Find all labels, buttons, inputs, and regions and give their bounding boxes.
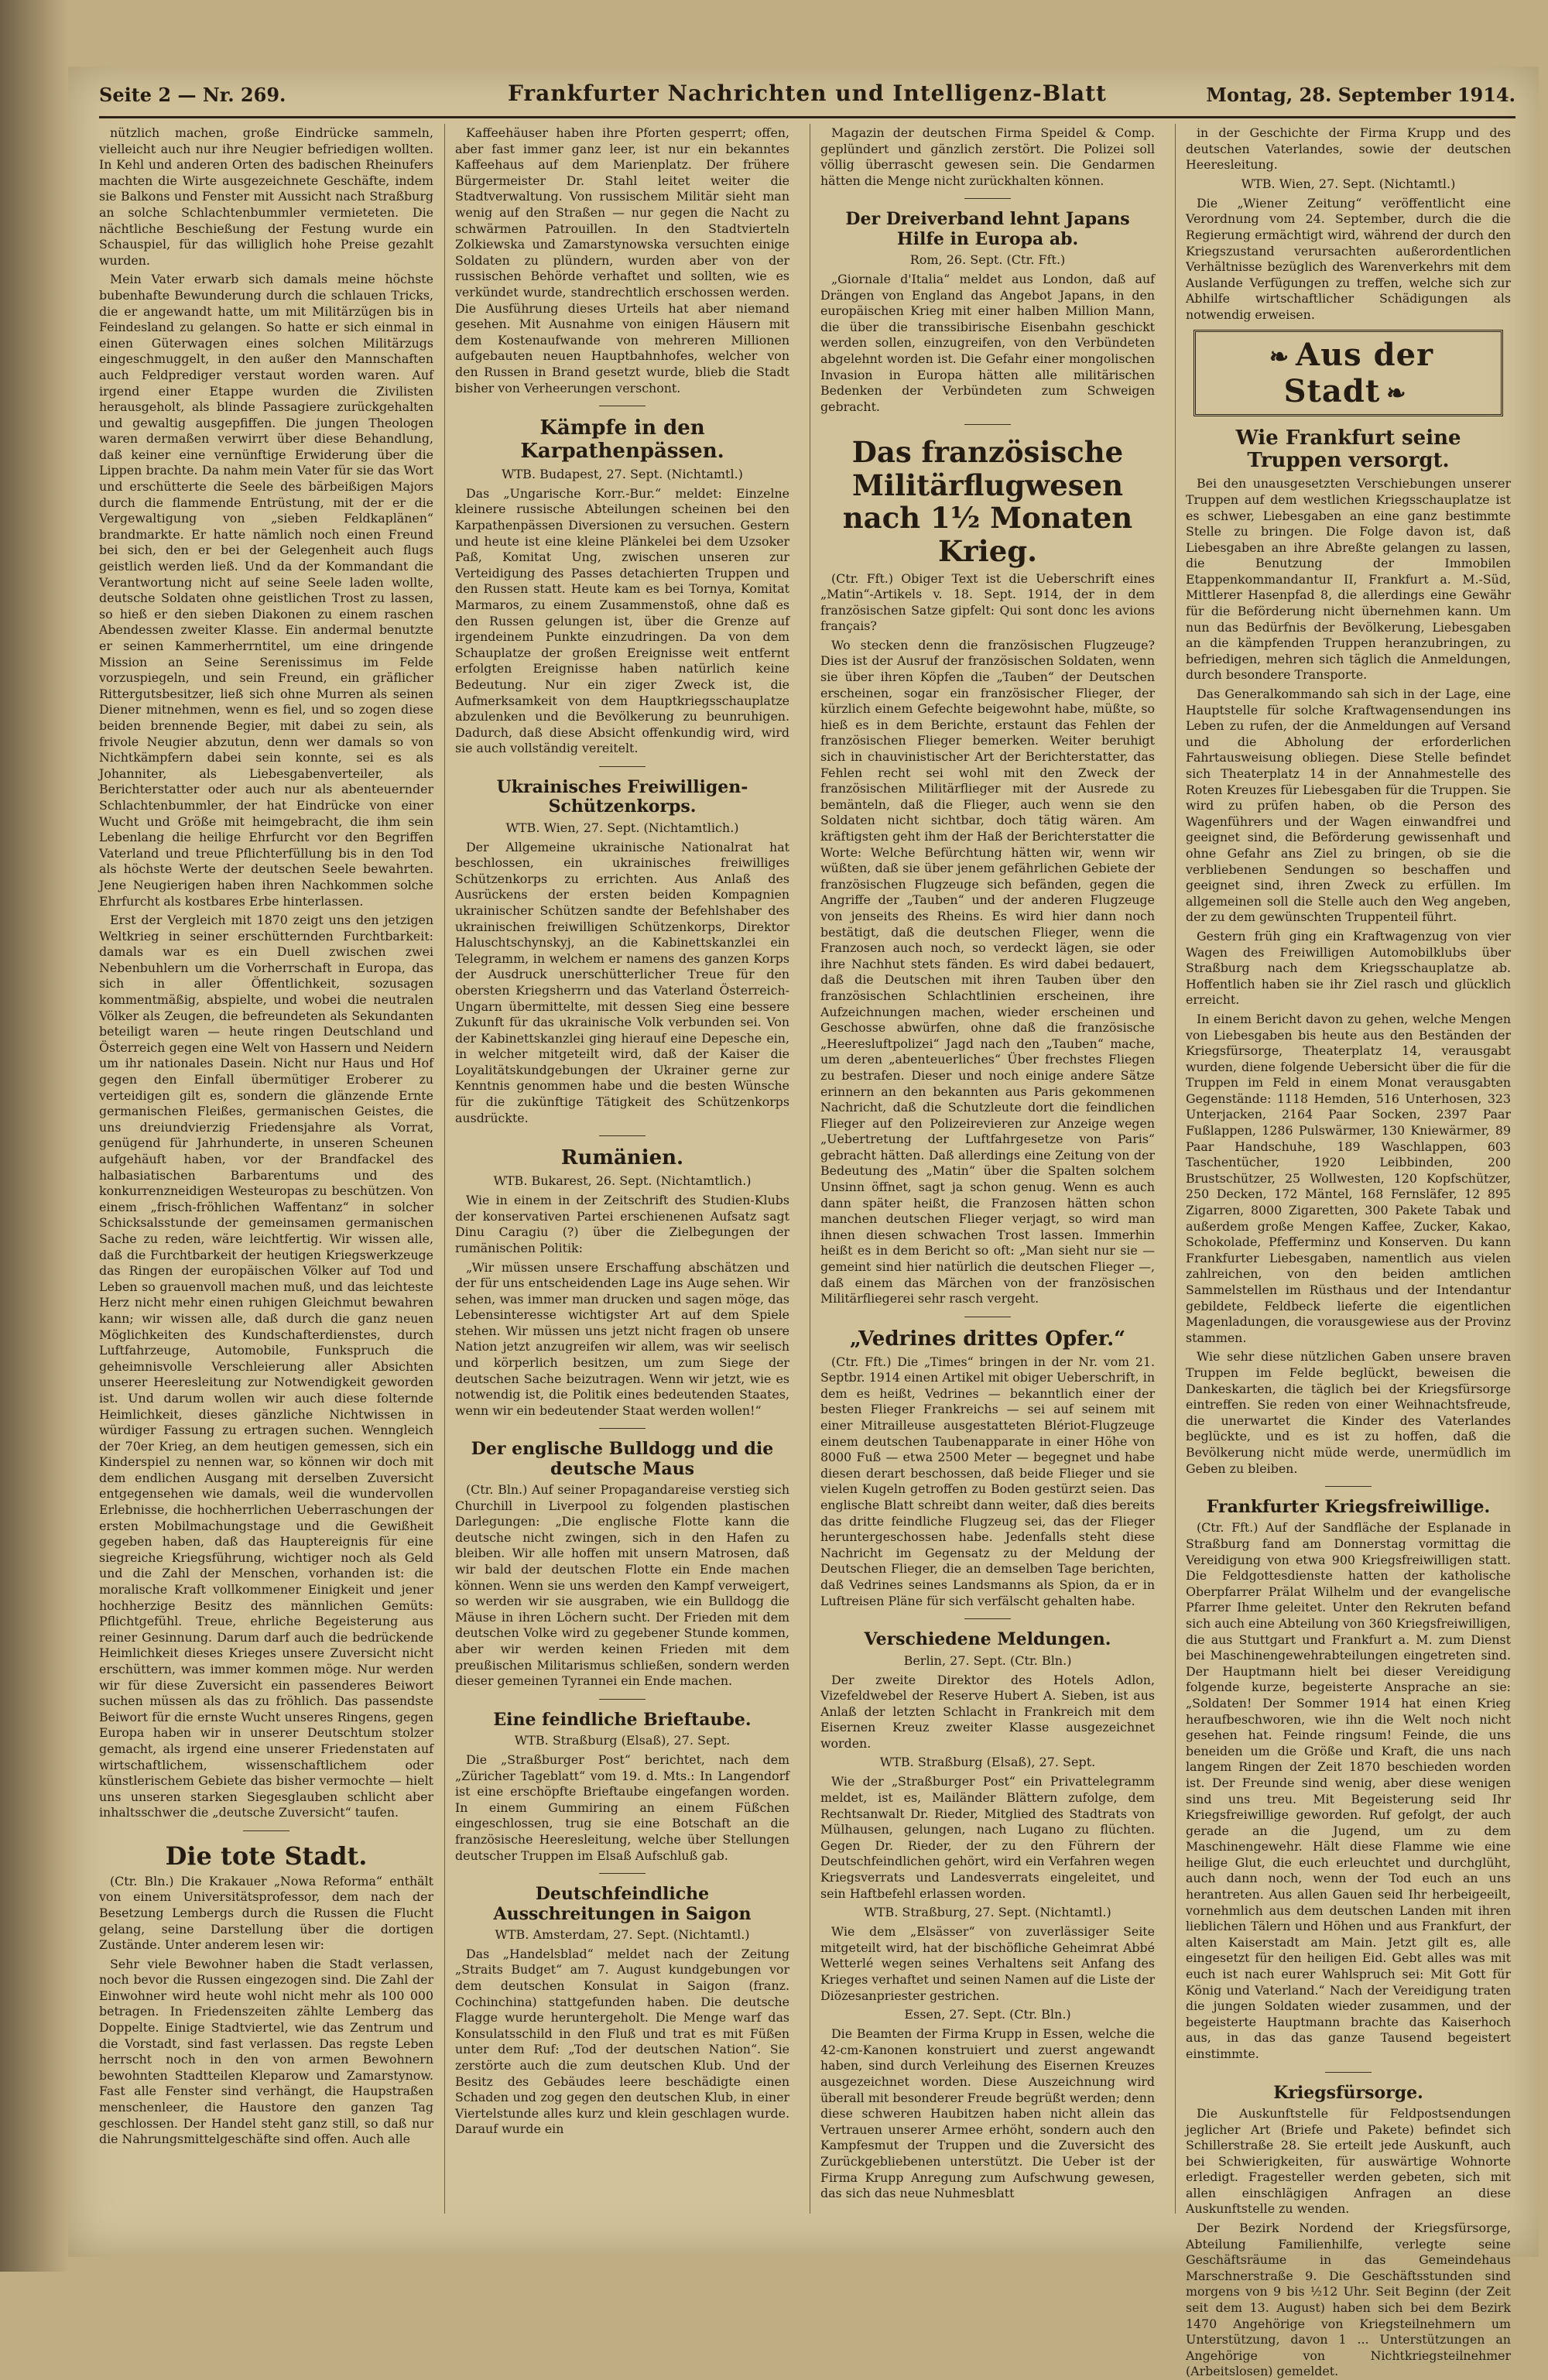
column-rule — [1175, 124, 1176, 2214]
issue-date: Montag, 28. September 1914. — [1206, 84, 1515, 106]
book-spine — [0, 0, 68, 2272]
dateline: Rom, 26. Sept. (Ctr. Fft.) — [909, 252, 1066, 267]
section-divider — [243, 1830, 289, 1831]
article-paragraph: Bei den unausgesetzten Verschiebungen unserer Truppen auf dem westlichen Kriegsschauplatze ist es schwer, Liebesgaben an eine ganz bestimmte Stelle zu bringen. Die Folge davon ist, daß Liebesgaben an ihre Abreßte gelangen zu lassen, die Benutzung der Immobilen Etappenkommandantur II, Frankfurt a. M.-Süd, Mittlerer Hasenpfad 8, die allerdings eine Gewähr für die Beförderung nicht übernehmen kann. Um nun das Bedürfnis der Bevölkerung, Liebesgaben an die kämpfenden Truppen heranzubringen, zu befriedigen, mehren sich täglich die Anmeldungen, durch besondere Transporte. — [1186, 476, 1511, 683]
article-paragraph: Gestern früh ging ein Kraftwagenzug von vier Wagen des Freiwilligen Automobilklubs über Straßburg nach dem Kriegsschauplatze ab. Hoffentlich haben sie ihr Ziel rasch und glücklich erreicht. — [1186, 928, 1511, 1008]
article-paragraph: (Ctr. Fft.) Obiger Text ist die Ueberschrift eines „Matin“-Artikels v. 18. Sept. 1914, der in dem französischen Satze gipfelt: Qui sont donc les avions français? — [820, 570, 1155, 634]
dateline: WTB. Wien, 27. Sept. (Nichtamtlich.) — [505, 820, 739, 835]
headline-kriegsfuersorge: Kriegsfürsorge. — [1273, 2082, 1423, 2103]
article-paragraph: Mein Vater erwarb sich damals meine höchste bubenhafte Bewunderung durch die schlauen Tricks, die er angewandt hatte, um mit Militärzügen bis in Feindesland zu gelangen. So hatte er sich einmal in einen Güterwagen eines solchen Militärzugs eingeschmuggelt, in den außer den Mannschaften auch Feldprediger verstaut worden waren. Auf irgend einer Etappe wurden die Zivilisten herausgeholt, als blinde Passagiere zurückgehalten und gewaltig ausgepfiffen. Die jungen Theologen waren dermaßen verwirrt über diese Behandlung, daß keiner eine vernünftige Erwiderung über die Lippen brachte. Da nahm mein Vater für sie das Wort und erschütterte die Seele des bärbeißigen Majors durch die flammende Entrüstung, mit der er die Vergewaltigung von „sieben Feldkaplänen“ brandmarkte. Er hatte nämlich noch einen Freund bei sich, den er bei der Gelegenheit auch flugs geistlich werden ließ. Und da der Kommandant die Verantwortung nicht auf seine Seele laden wollte, deutsche Soldaten ohne geistlichen Trost zu lassen, so hieß er den sieben Diakonen zu einem raschen Abendessen zweiter Klasse. Ein andermal benutzte er seinen Kammerherrntitel, um eine dringende Mission an Seine Serenissimus im Felde vorzuspiegeln, und sein Freund, ein gräflicher Rittergutsbesitzer, ließ sich ohne Murren als seinen Diener mitnehmen, wenn es fiel, und so zogen diese beiden brennende Begier, mit dabei zu sein, als frivole Neugier abzutun, denn wer damals so von Nichtkämpfern dabei sein konnte, sei es als Johanniter, als Liebesgabenverteiler, als Berichterstatter oder auch nur als abenteuernder Schlachtenbummler, der hat Eindrücke von einer Wucht und Größe mit heimgebracht, die ihm sein Lebenlang die heilige Ehrfurcht vor den Begriffen Vaterland und treue Pflichterfüllung bis in den Tod als höchste Werte der deutschen Seele bewahrten. Jene Neugierigen haben ihren Nachkommen solche Ehrfurcht als kostbares Erbe hinterlassen. — [99, 272, 433, 909]
section-divider — [599, 1873, 646, 1874]
dateline: WTB. Straßburg, 27. Sept. (Nichtamtl.) — [864, 1905, 1111, 1920]
article-paragraph: Wie dem „Elsässer“ von zuverlässiger Seite mitgeteilt wird, hat der bischöfliche Geheimrat Abbé Wetterlé wegen seines Verhaltens seit Anfang des Krieges verhaftet und seinen Namen auf die Liste der Diözesanpriester gestrichen. — [820, 1924, 1155, 2003]
headline-kriegsfreiwillige: Frankfurter Kriegsfreiwillige. — [1206, 1497, 1491, 1518]
article-paragraph: (Ctr. Bln.) Auf seiner Propagandareise verstieg sich Churchill in Liverpool zu folgenden plastischen Darlegungen: „Die englische Flotte kann die deutsche nicht zwingen, sich in den Hafen zu bleiben. Wir alle hoffen mit unsern Matrosen, daß wir bald der deutschen Flotte ein Ende machen können. Wenn sie uns werden den Kampf verweigert, so werden wir sie ausgraben, wie ein Bulldogg die Mäuse in ihren Löchern sucht. Der Frieden mit dem deutschen Volke wird zu gegebener Stunde kommen, aber wir werden keinen Frieden mit dem preußischen Militarismus schließen, sondern werden dieser gemeinen Tyrannei ein Ende machen. — [455, 1482, 789, 1689]
section-divider — [599, 766, 646, 767]
article-paragraph: Das Generalkommando sah sich in der Lage, eine Hauptstelle für solche Kraftwagensendungen ins Leben zu rufen, der die Anmeldungen auf Versand und die Abholung der erforderlichen Fahrtausweisung obliegen. Diese Stelle befindet sich Theaterplatz 14 in der Annahmestelle des Roten Kreuzes für Liebesgaben für die Truppen. Sie wird zu prüfen haben, ob die Person des Wagenführers und der Wagen einwandfrei und geeignet sind, die Beförderung gewissenhaft und ohne Gefahr ans Ziel zu bringen, ob sie die verbliebenen Sendungen so beschaffen und geeignet sind, ihren Zweck zu erfüllen. Im allgemeinen soll die Stelle auch den Weg angeben, der zu dem gewünschten Truppenteil führt. — [1186, 687, 1511, 925]
article-paragraph: in der Geschichte der Firma Krupp und des deutschen Vaterlandes, sowie der deutschen Heeresleitung. — [1186, 125, 1511, 173]
dateline: Berlin, 27. Sept. (Ctr. Bln.) — [903, 1652, 1072, 1668]
column-rule — [444, 124, 445, 2214]
section-divider — [599, 1135, 646, 1136]
column-2 — [455, 125, 789, 2215]
headline-militaerflugwesen: Das französische Militärflugwesen nach 1½ Monaten Krieg. — [842, 435, 1133, 568]
dateline: Essen, 27. Sept. (Ctr. Bln.) — [904, 2007, 1071, 2022]
article-paragraph: Die Auskunftstelle für Feldpostsendungen jeglicher Art (Briefe und Pakete) befindet sich Schillerstraße 28. Sie erteilt jede Auskunft, auch bei Schwierigkeiten, für auswärtige Wohnorte erledigt. Fragesteller werden gebeten, sich mit allen einschlägigen Anfragen an diese Auskunftstelle zu wenden. — [1186, 2105, 1511, 2217]
section-banner-label: Aus der Stadt — [1283, 336, 1434, 409]
article-paragraph: Sehr viele Bewohner haben die Stadt verlassen, noch bevor die Russen eingezogen sind. Die Zahl der Einwohner wird heute wohl nicht mehr als 100 000 betragen. In Friedenszeiten zählte Lemberg das Doppelte. Einige Stadtviertel, wie das Zentrum und die Vorstadt, sind fast verlassen. Das regste Leben herrscht noch in den von armen Bewohnern bewohnten Stadtteilen Kleparow und Zamarstynow. Fast alle Fenster sind verhängt, die Haupstraßen menschenleer, die Haustore den ganzen Tag geschlossen. Der Handel steht ganz still, so daß nur die Nahrungsmittelgeschäfte sind offen. Auch alle — [99, 1956, 433, 2147]
article-paragraph: nützlich machen, große Eindrücke sammeln, vielleicht auch nur ihre Neugier befriedigen wollten. In Kehl und anderen Orten des badischen Rheinufers machten die Wirte ausgezeichnete Geschäfte, indem sie Balkons und Fenster mit Aussicht nach Straßburg an solche Schlachtenbummler vermieteten. Die nächtliche Beschießung der Festung wurde ein Schauspiel, für das williglich hohe Preise gezahlt wurden. — [99, 125, 433, 268]
article-paragraph: (Ctr. Fft.) Auf der Sandfläche der Esplanade in Straßburg fand am Donnerstag vormittag die Vereidigung von etwa 900 Kriegsfreiwilligen statt. Die Feldgottesdienste hatten der katholische Oberpfarrer Prälat Wilhelm und der evangelische Pfarrer Ihme geleitet. Unter den Rekruten befand sich auch eine Abteilung von 360 Kriegsfreiwilligen, die aus Stuttgart und Frankfurt a. M. zum Dienst bei Maschinengewehrabteilungen eingetreten sind. Der Hauptmann hielt bei dieser Vereidigung folgende kurze, begeisterte Ansprache an sie: „Soldaten! Der Sommer 1914 hat einen Krieg heraufbeschworen, wie ihn die Welt noch nicht gesehen hat. Feinde ringsum! Feinde, die uns beneiden um die Größe und Kraft, die uns nach langem Ringen der Zeit 1870 beschieden worden ist. Der Freunde sind wenig, aber diese wenigen sind uns treu. Mit Begeisterung seid Ihr Kriegsfreiwillige geworden. Ruf gefolgt, der auch gerade an die Jugend, um zu dem Maschinengewehr. Hält diese Flamme wie eine heilige Glut, die euch erleuchtet und durchglüht, auch dann noch, wenn der Tod euch an uns herantreten. Aus allen Gauen seid Ihr herbeigeeilt, vornehmlich aus dem deutschen Landen mit ihren lieblichen Tälern und Höhen und aus Frankfurt, der alten Kaiserstadt am Main. Jetzt gilt es, alle eingesetzt für den heiligen Eid. Gebt alles was mit euch ist nach eurer Wahlspruch sei: Mit Gott für König und Vaterland.“ Nach der Vereidigung traten die jungen Soldaten wieder zusammen, und der begeisterte Hauptmann brachte das Kaiserhoch aus, in das das ganze Tausend begeistert einstimmte. — [1186, 1520, 1511, 2062]
article-paragraph: In einem Bericht davon zu gehen, welche Mengen von Liebesgaben bis heute aus den Beständen der Kriegsfürsorge, Theaterplatz 14, verausgabt wurden, diene folgende Uebersicht über die für die Truppen im Feld in einem Monat verausgabten Gegenstände: 1118 Hemden, 516 Unterhosen, 323 Unterjacken, 2164 Paar Socken, 2397 Paar Fußlappen, 1286 Pulswärmer, 130 Kniewärmer, 89 Paar Handschuhe, 189 Waschlappen, 603 Taschentücher, 1920 Leibbinden, 200 Brustschützer, 25 Wollwesten, 120 Kopfschützer, 250 Decken, 172 Mäntel, 168 Fernsläfer, 12 895 Zigarren, 8000 Zigaretten, 300 Pakete Tabak und außerdem große Mengen Kaffee, Zucker, Kakao, Schokolade, Pfefferminz und Konserven. Du kann Frankfurter Liebesgaben, namentlich aus vielen zahlreichen, von den beiden amtlichen Sammelstellen im Rüsthaus und der Intendantur gebildete, Feldbeck lieferte die eigentlichen Magenladungen, die vorausgewiese aus der Provinz stammen. — [1186, 1011, 1511, 1345]
section-divider — [964, 1618, 1011, 1619]
headline-brieftaube: Eine feindliche Brieftaube. — [493, 1709, 752, 1730]
headline-rumaenien: Rumänien. — [560, 1146, 684, 1170]
article-paragraph: Wie in einem in der Zeitschrift des Studien-Klubs der konservativen Partei erschienenen Aufsatz sagt Dinu Caragiu (?) über die Zielbegungen der rumänischen Politik: — [455, 1193, 789, 1255]
column-1 — [99, 125, 433, 2215]
column-4 — [1186, 125, 1511, 2379]
headline-saigon: Deutschfeindliche Ausschreitungen in Saigon — [493, 1884, 752, 1924]
headline-vedrines: „Vedrines drittes Opfer.“ — [849, 1327, 1126, 1351]
article-paragraph: „Giornale d'Italia“ meldet aus London, daß auf Drängen von England das Angebot Japans, in den europäischen Krieg mit einer halben Million Mann, die über die transsibirische Eisenbahn geschickt werden sollen, einzugreifen, von den Verbündeten abgelehnt worden ist. Die Gefahr einer mongolischen Invasion in Europa hätten alle militärischen Bedenken der Verbündeten zum Schweigen gebracht. — [820, 271, 1155, 414]
article-paragraph: Das „Handelsblad“ meldet nach der Zeitung „Straits Budget“ am 7. August kundgebungen vor dem deutschen Konsulat in Saigon (franz. Cochinchina) stattgefunden haben. Die deutsche Flagge wurde heruntergeholt. Die Menge warf das Konsulatsschild in den Fluß und trat es mit Füßen unter dem Ruf: „Tod der deutschen Nation“. Sie zerstörte auch die zum deutschen Klub. Und der Besitz des Gebäudes leere beschädigte einen Schaden und zog gegen den deutschen Klub, in einer Viertelstunde alles kurz und klein geschlagen wurde. Darauf wurde ein — [455, 1946, 789, 2137]
headline-verschiedene-meldungen: Verschiedene Meldungen. — [864, 1629, 1111, 1650]
headline-dreiverband-japan: Der Dreiverband lehnt Japans Hilfe in Europa ab. — [845, 209, 1130, 249]
headline-ukrainisches-korps: Ukrainisches Freiwilligen-Schützenkorps. — [496, 776, 748, 817]
column-3 — [820, 125, 1155, 2215]
section-banner-aus-der-stadt — [1194, 330, 1503, 416]
masthead-title: Frankfurter Nachrichten und Intelligenz-Blatt — [508, 80, 1107, 106]
dateline: WTB. Straßburg (Elsaß), 27. Sept. — [879, 1755, 1096, 1770]
section-divider — [1325, 1486, 1372, 1487]
headline-karpathen: Kämpfe in den Karpathenpässen. — [520, 416, 724, 463]
section-divider — [964, 198, 1011, 199]
article-paragraph: Magazin der deutschen Firma Speidel & Comp. geplündert und gänzlich zerstört. Die Polizei soll völlig überrascht gewesen sein. Die Gendarmen hätten die Menge nicht zurückhalten können. — [820, 125, 1155, 188]
article-paragraph: Die Beamten der Firma Krupp in Essen, welche die 42-cm-Kanonen konstruiert und zuerst angewandt haben, sind durch Verleihung des Eisernen Kreuzes ausgezeichnet worden. Diese Auszeichnung wird überall mit besonderer Freude begrüßt werden; denn diese schweren Haubitzen haben nicht allein das Vertrauen unserer Armee erhöht, sondern auch den Kampfesmut der Truppen und die Zuversicht des Zurückgebliebenen unterstützt. Die Ueber ist der Firma Krupp Anregung zum Aufschwung gewesen, das sich das neue Nuhmesblatt — [820, 2026, 1155, 2201]
ornament-icon: ❧ — [1269, 344, 1290, 372]
page-number: Seite 2 — Nr. 269. — [99, 84, 286, 106]
article-paragraph: Die „Wiener Zeitung“ veröffentlicht eine Verordnung vom 24. September, durch die die Regierung ermächtigt wird, während der durch den Kriegszustand verursachten außerordentlichen Verhältnisse bezüglich des Warenverkehrs mit dem Auslande Verfügungen zu treffen, welche sich zur Abhilfe wirtschaftlicher Schädigungen als notwendig erweisen. — [1186, 195, 1511, 322]
page-header — [99, 77, 1515, 116]
headline-frankfurt-truppen: Wie Frankfurt seine Truppen versorgt. — [1235, 426, 1461, 473]
ornament-icon: ❧ — [1386, 380, 1407, 408]
article-paragraph: Wie sehr diese nützlichen Gaben unsere braven Truppen im Felde beglückt, beweisen die Dankeskarten, die täglich bei der Kriegsfürsorge eintreffen. Sie reden von einer Weihnachtsfreude, die unerwartet die Kinder des Vaterlandes beglückte, und es ist zu hoffen, daß die Bevölkerung nicht müde werde, unermüdlich im Geben zu bleiben. — [1186, 1349, 1511, 1476]
dateline: WTB. Bukarest, 26. Sept. (Nichtamtlich.) — [493, 1173, 752, 1189]
section-divider — [599, 1428, 646, 1429]
article-paragraph: (Ctr. Fft.) Die „Times“ bringen in der Nr. vom 21. Septbr. 1914 einen Artikel mit obiger Ueberschrift, in dem es heißt, Vedrines — bekanntlich einer der besten Flieger Frankreichs — sei auf seinem mit einer Mitrailleuse ausgestatteten Blériot-Flugzeuge einem deutschen Taubenapparate in einer Höhe von 8000 Fuß — etwa 2500 Meter — begegnet und habe diesen derart beschossen, daß beide Flieger und sie vielen Kugeln getroffen zu Boden gestürzt seien. Das englische Blatt schreibt dann weiter, daß dies bereits das dritte feindliche Flugzeug sei, das der Flieger heruntergeschossen habe. Jedenfalls steht diese Nachricht im Gegensatz zu der Meldung der Deutschen Flieger, die an demselben Tage berichten, daß Vedrines seines Landsmanns als Spion, da er in Luftreisen Pläne für sich verfälscht gehalten habe. — [820, 1354, 1155, 1608]
header-rule — [99, 116, 1515, 118]
section-divider — [964, 424, 1011, 425]
article-paragraph: Erst der Vergleich mit 1870 zeigt uns den jetzigen Weltkrieg in seiner erschütternden Furchtbarkeit: damals war es ein Duell zwischen zwei Nebenbuhlern um die Vorherrschaft in Europa, das sich in aller Öffentlichkeit, sozusagen kommentmäßig, abspielte, und wobei die neutralen Völker als Zeugen, die befreundeten als Sekundanten beteiligt waren — heute ringen Deutschland und Österreich gegen eine Welt von Hassern und Neidern um ihr nationales Dasein. Nicht nur Haus und Hof gegen den Einfall übermütiger Eroberer zu verteidigen gilt es, sondern die glänzende Ernte germanischen Fleißes, germanischen Geistes, die uns dreiundvierzig Friedensjahre als Vorrat, genügend für Jahrhunderte, in unseren Scheunen aufgehäuft haben, vor der Brandfackel des halbasiatischen Barbarentums und des konkurrenzneidigen Westeuropas zu beschützen. Von einem „frisch-fröhlichen Waffentanz“ in solcher Schicksalsstunde der gemeinsamen germanischen Sache zu reden, wäre leichtfertig. Wir wissen alle, daß die Furchtbarkeit der heutigen Kriegswerkzeuge das Ringen der europäischen Völker auf Tod und Leben so grauenvoll machen muß, und das leichteste Herz nicht mehr einen ruhigen Gleichmut bewahren kann; wir wissen alle, daß durch die ganz neuen Möglichkeiten des Kundschafterdienstes, durch Luftfahrzeuge, Automobile, Funkspruch die geheimnisvolle Verschleierung aller Absichten unserer Heeresleitung zur Notwendigkeit geworden ist. Und darum wollen wir auch diese folternde Heimlichkeit, dieses gänzliche Nichtwissen in würdiger Fassung zu ertragen suchen. Wenngleich der 70er Krieg, an dem heutigen gemessen, sich ein Kinderspiel zu nennen war, so können wir doch mit dem endlichen Ausgang mit derselben Zuversicht entgegensehen wie damals, weil die wundervollen Erlebnisse, die hochherrlichen Ueberraschungen der ersten Mobilmachungstage und die Gewißheit gegeben haben, daß das Hauptereignis für eine siegreiche Kriegsführung, wichtiger noch als Geld und die Zahl der Menschen, vorhanden ist: die moralische Kraft vollkommener Einigkeit und jener hochherzige Besitz des männlichen Gemüts: Pflichtgefühl. Treue, ehrliche Begeisterung aus reiner Gesinnung. Darum darf auch die bedrückende Heimlichkeit dieses Krieges unsere Zuversicht nicht erschüttern, was immer kommen möge. Nur werden wir für diese Zuversicht ein passenderes Beiwort suchen müssen als das zu fröhlich. Das passendste Beiwort für die ernste Wucht unseres Ringens, gegen Europa haben wir in unserer Deutschtum stolzer gemacht, als irgend eine unserer Friedenstaten auf wirtschaftlichem, wissenschaftlichem oder künstlerischem Gebiete das bisher vermochte — hielt uns unseren starken Siegesglauben schlicht aber inhaltsschwer die „deutsche Zuversicht“ taufen. — [99, 913, 433, 1820]
dateline: WTB. Budapest, 27. Sept. (Nichtamtl.) — [502, 466, 743, 481]
article-paragraph: Die „Straßburger Post“ berichtet, nach dem „Züricher Tageblatt“ vom 19. d. Mts.: In Langendorf ist eine erschöpfte Brieftaube eingefangen worden. In einem Gummiring an einem Füßchen eingeschlossen, trug sie eine Botschaft an die französische Heeresleitung, welche über Stellungen deutscher Truppen im Elsaß Aufschluß gab. — [455, 1752, 789, 1863]
article-paragraph: Wie der „Straßburger Post“ ein Privattelegramm meldet, ist es, Mailänder Blättern zufolge, dem Rechtsanwalt Dr. Rieder, Mitglied des Stadtrats von Mülhausen, gelungen, nach Lugano zu flüchten. Gegen Dr. Rieder, der zu den Führern der Deutschfeindlichen gehört, wird ein Verfahren wegen Kriegsverrats und Landesverrats eingeleitet, und sein Haftbefehl erlassen worden. — [820, 1774, 1155, 1901]
article-paragraph: Der Allgemeine ukrainische Nationalrat hat beschlossen, ein ukrainisches freiwilliges Schützenkorps zu errichten. Aus Anlaß des Ausrückens der ersten beiden Kompagnien ukrainischer Schützen sandte der Befehlshaber des ukrainischen freiwilligen Schützenkorps, Direktor Haluschtschynskyj, an die Kabinettskanzlei ein Telegramm, in welchem er namens des ganzen Korps der Ausdruck unerschütterlicher Treue für den obersten Kriegsherrn und das Vaterland Österreich-Ungarn übermittelte, mit dessen Sieg eine bessere Zukunft für das ukrainische Volk verbunden sei. Von der Kabinettskanzlei ging hierauf eine Depesche ein, in welcher mitgeteilt wird, daß der Kaiser die Loyalitätskundgebungen der Ukrainer gerne zur Kenntnis genommen habe und die besten Wünsche für die zukünftige Tätigkeit des Schützenkorps ausdrückte. — [455, 839, 789, 1125]
dateline: WTB. Amsterdam, 27. Sept. (Nichtamtl.) — [495, 1926, 750, 1942]
section-divider — [599, 1699, 646, 1700]
section-divider — [1325, 2072, 1372, 2073]
article-paragraph: (Ctr. Bln.) Die Krakauer „Nowa Reforma“ enthält von einem Universitätsprofessor, dem nach der Besetzung Lembergs durch die Russen die Flucht gelang, seine Darstellung über die dortigen Zustände. Unter anderem lesen wir: — [99, 1873, 433, 1953]
headline-die-tote-stadt: Die tote Stadt. — [165, 1841, 368, 1871]
article-paragraph: „Wir müssen unsere Erschaffung abschätzen und der für uns entscheidenden Lage ins Auge sehen. Wir sehen, was immer man drucken und sagen möge, das Lebensinteresse wichtigster Art auf dem Spiele stehen. Wir müssen uns jetzt nicht fragen ob unsere Nation jetzt anzugreifen wir allem, was wir seelisch und körperlich besitzen, um zum Siege der deutschen Sache beizutragen. Wenn wir jetzt, wie es notwendig ist, die Politik eines bedeutenden Staates, wenn wir ein bedeutender Staat werden wollen!“ — [455, 1259, 789, 1418]
article-paragraph: Der Bezirk Nordend der Kriegsfürsorge, Abteilung Familienhilfe, verlegte seine Geschäftsräume in das Gemeindehaus Marschnerstraße 9. Die Geschäftsstunden sind morgens von 9 bis ½12 Uhr. Seit Beginn (der Zeit seit dem 13. August) haben sich bei dem Bezirk 1470 Angehörige von Kriegsteilnehmern um Unterstützung, davon 1 ... Unterstützungen an Angehörige von Nichtkriegsteilnehmer (Arbeitslosen) gemeldet. — [1186, 2221, 1511, 2379]
article-paragraph: Das „Ungarische Korr.-Bur.“ meldet: Einzelne kleinere russische Abteilungen scheinen bei den Karpathenpässen Diversionen zu versuchen. Gestern und heute ist eine kleine Plänkelei bei dem Uzsoker Paß, Komitat Ung, zwischen unseren zur Verteidigung des Passes detachierten Truppen und den Russen statt. Heute kam es bei Tornya, Komitat Marmaros, zu einem Zusammenstoß, ohne daß es den Russen gelungen ist, über die Grenze auf irgendeinem Punkte einzudringen. Da von dem Schauplatze der großen Ereignisse weit entfernt erfolgten Ereignisse haben natürlich keine Bedeutung. Nur ein ziger Zweck ist, die Aufmerksamkeit von dem Hauptkriegsschauplatze abzulenken und die Bevölkerung zu beunruhigen. Dadurch, daß diese Absicht offenkundig wird, wird sie auch vollständig vereitelt. — [455, 485, 789, 756]
dateline: WTB. Wien, 27. Sept. (Nichtamtl.) — [1241, 176, 1456, 191]
article-paragraph: Kaffeehäuser haben ihre Pforten gesperrt; offen, aber fast immer ganz leer, ist nur ein bekanntes Kaffeehaus auf dem Marienplatz. Der frühere Bürgermeister Dr. Stahl leitet weiter die Stadtverwaltung. Von russischem Militär sieht man wenig auf den Straßen — nur gegen die Nacht zu schwärmen Patrouillen. In den Stadtvierteln Zolkiewska und Zamarstynowska versuchten einige Soldaten zu plündern, wurden aber von der russischen Behörde verhaftet und sollten, wie es verkündet wurde, standrechtlich erschossen werden. Die Ausführung dieses Urteils hat aber niemand gesehen. Mit Ausnahme von einigen Häusern mit dem Kostenaufwande von mehreren Millionen aufgebauten neuen Hauptbahnhofes, welcher von den Russen in Brand gesetzt wurde, blieb die Stadt bisher von Verheerungen verschont. — [455, 125, 789, 396]
dateline: WTB. Straßburg (Elsaß), 27. Sept. — [514, 1733, 731, 1748]
article-paragraph: Wo stecken denn die französischen Flugzeuge? Dies ist der Ausruf der französischen Soldaten, wenn sie über ihren Köpfen die „Tauben“ der Deutschen erscheinen, sogar ein französischer Flieger, der kürzlich einem Gefechte beigewohnt habe, müßte, so hieß es in dem Berichte, erstaunt das Fehlen der französischen Flieger bemerken. Weiter beruhigt sich in chauvinistischer Art der Berichterstatter, das Fehlen recht sei wohl mit den Zweck der französischen Militärflieger mit der Ausrede zu bemänteln, daß die Flieger, auch wenn sie den Soldaten nicht sichtbar, doch tätig wären. Am kräftigsten geht ihm der Haß der Berichterstatter die Worte: Welche Befürchtung hätten wir, wenn wir wüßten, daß sie über jenem gefährlichen Gebiete der französischen Flugzeuge sich befänden, gegen die Angriffe der „Tauben“ und der anderen Flugzeuge von jenseits des Rheins. Es wird hier dann noch bestätigt, daß die deutschen Flieger, wenn die Franzosen auch noch, so verdeckt lägen, sie oder ihre Nachhut stets fänden. Es wird dabei bedauert, daß die Deutschen mit ihren Tauben über den französischen Schlachtlinien erscheinen, ihre Aufzeichnungen machen, wieder erscheinen und Geschosse abwürfen, ohne daß die französische „Heeresluftpolizei“ Jagd nach den „Tauben“ mache, um deren „abenteuerliches“ Über frechstes Fliegen zu bestrafen. Dieser und noch einige andere Sätze erinnern an den bekannten aus Paris gekommenen Nachricht, daß die Schutzleute dort die feindlichen Flieger auf den Polizeirevieren zur Anzeige wegen „Uebertretung der Luftfahrgesetze von Paris“ gebracht hätten. Daß allerdings eine Zeitung von der Bedeutung des „Matin“ über die Spalten solchem Unsinn öffnet, sagt ja schon genug. Wenn es auch dann später heißt, die Franzosen hätten schon manchen deutschen Flieger verjagt, so wird man ihnen diesen schwachen Trost lassen. Immerhin heißt es in dem Bericht so oft: „Man sieht nur sie — gemeint sind hier natürlich die deutschen Flieger —, daß einem das Märchen von der französischen Militärfliegerei sehr rasch vergeht. — [820, 637, 1155, 1306]
article-paragraph: Der zweite Direktor des Hotels Adlon, Vizefeldwebel der Reserve Hubert A. Sieben, ist aus Anlaß der letzten Schlacht in Frankreich mit dem Eisernen Kreuz zweiter Klasse ausgezeichnet worden. — [820, 1672, 1155, 1751]
headline-bulldogg-maus: Der englische Bulldogg und die deutsche Maus — [471, 1439, 774, 1479]
